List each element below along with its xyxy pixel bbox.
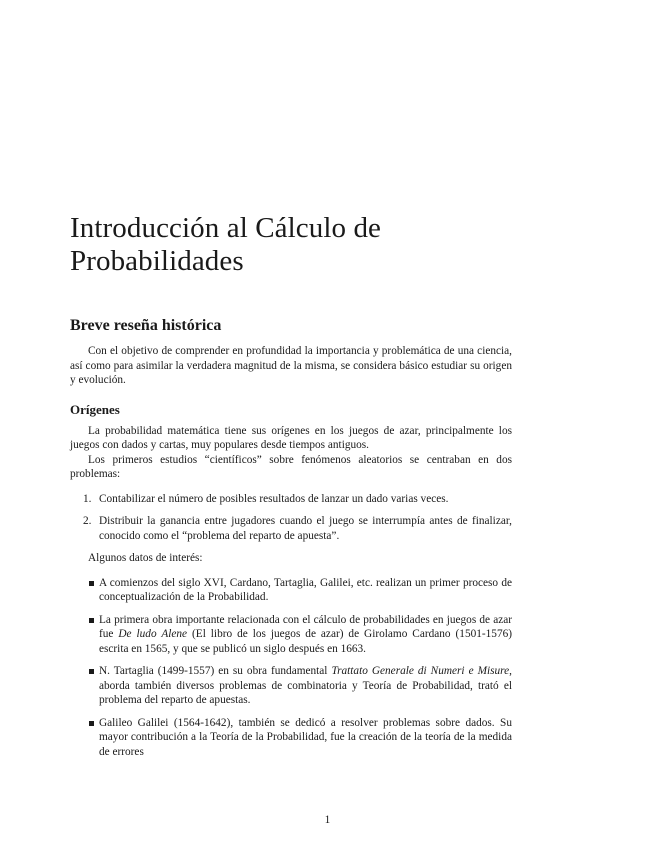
subsection-title: Orígenes [70, 401, 120, 417]
section-title: Breve reseña histórica [70, 317, 222, 334]
chapter-title-line-2: Probabilidades [70, 245, 244, 277]
chapter-title-line-1: Introducción al Cálculo de [70, 212, 382, 244]
chapter-title [70, 212, 512, 278]
facts-list [70, 576, 512, 760]
bullet-icon [89, 721, 94, 726]
bullet-icon [89, 669, 94, 674]
list-item-text: Contabilizar el número de posibles resultados de lanzar un dado varias veces. [99, 492, 449, 505]
fact-text: La primera obra importante relacionada con el cálculo de probabilidades en juegos de azar fue [99, 613, 512, 640]
book-title: De ludo Alene [118, 628, 188, 640]
origins-paragraph-2: Los primeros estudios “científicos” sobre fenómenos aleatorios se centraban en dos problemas: [70, 453, 512, 480]
list-item [70, 514, 512, 543]
list-item-text: Distribuir la ganancia entre jugadores cuando el juego se interrumpía antes de finalizar, conocido como el “problema del reparto de apuesta”. [99, 515, 512, 542]
data-intro: Algunos datos de interés: [88, 552, 203, 564]
list-item [70, 716, 512, 760]
bullet-icon [89, 618, 94, 623]
list-item [70, 492, 512, 507]
list-item [70, 576, 512, 605]
list-item-number: 2. [83, 515, 92, 527]
fact-text: N. Tartaglia (1499-1557) en su obra fundamental [99, 665, 332, 677]
problems-list [70, 492, 512, 544]
book-title: Trattato Generale di Numeri e Misure [331, 665, 510, 677]
page-number: 1 [324, 814, 331, 826]
list-item [70, 664, 512, 708]
fact-text: A comienzos del siglo XVI, Cardano, Tartaglia, Galilei, etc. realizan un primer proceso de conceptualización de la Probabilidad. [99, 576, 512, 603]
intro-paragraph: Con el objetivo de comprender en profundidad la importancia y problemática de una ciencia, así como para asimilar la verdadera magnitud de la misma, se considera básico estudiar su origen y evolución. [70, 345, 512, 386]
fact-text: Galileo Galilei (1564-1642), también se dedicó a resolver problemas sobre dados. Su mayor contribución a la Teoría de la Probabilidad, fue la creación de la teoría de la medida de errores [99, 716, 512, 758]
origins-paragraph-1: La probabilidad matemática tiene sus orígenes en los juegos de azar, principalmente los juegos con dados y cartas, muy populares desde tiempos antiguos. [70, 424, 512, 451]
page-content [70, 212, 512, 767]
list-item [70, 613, 512, 657]
fact-text-continued: , aborda también diversos problemas de combinatoria y Teoría de Probabilidad, trató el problema del reparto de apuestas. [99, 665, 512, 706]
bullet-icon [89, 581, 94, 586]
fact-text-continued: (El libro de los juegos de azar) de Girolamo Cardano (1501-1576) escrita en 1565, y que se publicó un siglo después en 1663. [99, 628, 513, 655]
list-item-number: 1. [83, 492, 92, 505]
